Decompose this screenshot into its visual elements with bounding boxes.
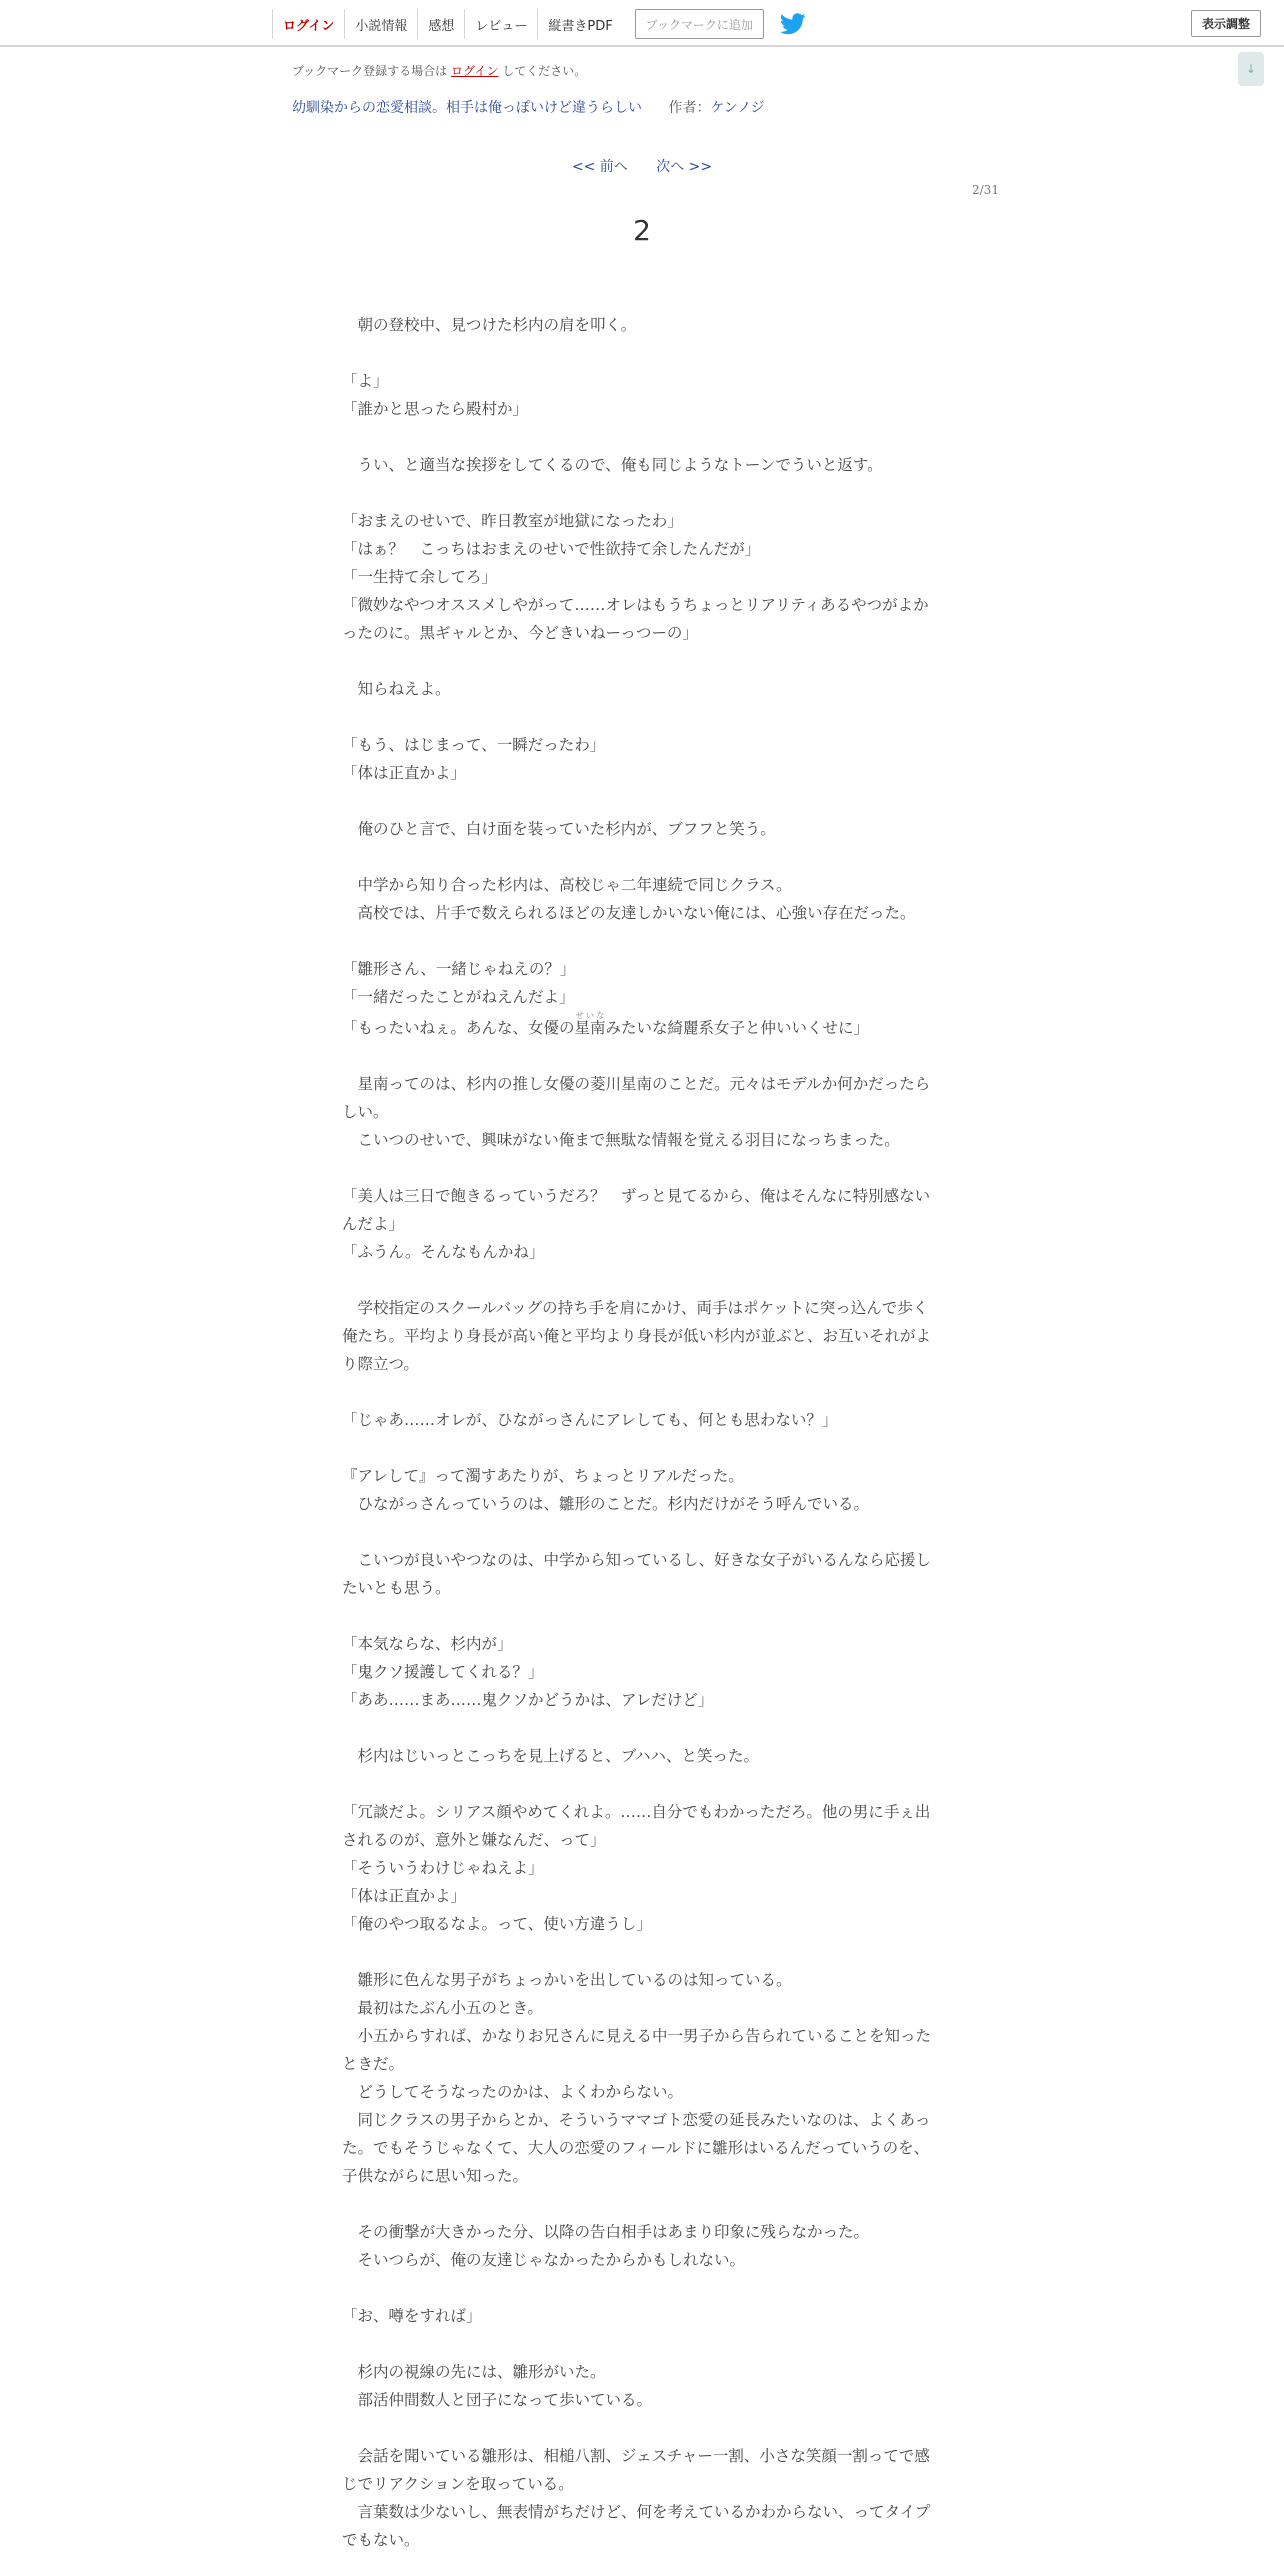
scroll-down-button[interactable]: ↓ xyxy=(1238,52,1264,86)
body-paragraph: 「ふうん。そんなもんかね」 xyxy=(342,1243,545,1261)
blank-line xyxy=(342,843,942,871)
ruby-annotation xyxy=(574,1011,606,1037)
blank-line xyxy=(342,1378,942,1406)
bookmark-note-after: してください。 xyxy=(502,64,587,78)
nav-novel-info-link[interactable]: 小説情報 xyxy=(344,9,417,39)
body-paragraph: どうしてそうなったのかは、よくわからない。 xyxy=(342,2083,684,2101)
body-paragraph: 部活仲間数人と団子になって歩いている。 xyxy=(342,2391,653,2409)
nav-review-link[interactable]: レビュー xyxy=(464,9,537,39)
body-paragraph: 「一生持て余してろ」 xyxy=(342,568,498,586)
blank-line xyxy=(342,1770,942,1798)
body-paragraph: 「冗談だよ。シリアス顔やめてくれよ。……自分でもわかっただろ。他の男に手ぇ出されるのが、意外と嫌なんだ、って」 xyxy=(342,1803,931,1849)
body-paragraph: 「よ」 xyxy=(342,372,389,390)
bookmark-login-note xyxy=(292,62,586,79)
body-paragraph: 言葉数は少ないし、無表情がちだけど、何を考えているかわからない、ってタイプでもない。 xyxy=(342,2503,931,2549)
novel-info xyxy=(292,97,765,117)
body-paragraph: 会話を聞いている雛形は、相槌八割、ジェスチャー一割、小さな笑顔一割ってで感じでリアクションを取っている。 xyxy=(342,2447,930,2493)
blank-line xyxy=(342,423,942,451)
nav-impressions-link[interactable]: 感想 xyxy=(417,9,464,39)
body-paragraph: 杉内の視線の先には、雛形がいた。 xyxy=(342,2363,606,2381)
body-paragraph: 「もう、はじまって、一瞬だったわ」 xyxy=(342,736,606,754)
body-paragraph: 『アレして』って濁すあたりが、ちょっとリアルだった。 xyxy=(342,1467,744,1485)
blank-line xyxy=(342,2274,942,2302)
body-paragraph: 「じゃあ……オレが、ひながっさんにアレしても、何とも思わない？」 xyxy=(342,1411,838,1429)
body-paragraph: こいつが良いやつなのは、中学から知っているし、好きな女子がいるんなら応援したいとも思う。 xyxy=(342,1551,932,1597)
ruby-line-tail: みたいな綺麗系女子と仲いいくせに」 xyxy=(605,1019,870,1037)
body-paragraph: 「俺のやつ取るなよ。って、使い方違うし」 xyxy=(342,1915,652,1933)
prev-chapter-link[interactable]: << 前へ xyxy=(571,159,628,175)
body-paragraph: 中学から知り合った杉内は、高校じゃ二年連続で同じクラス。 xyxy=(342,876,792,894)
body-paragraph: 俺のひと言で、白け面を装っていた杉内が、ブフフと笑う。 xyxy=(342,820,776,838)
chapter-pager xyxy=(0,156,1284,176)
body-paragraph: 杉内はじいっとこっちを見上げると、ブハハ、と笑った。 xyxy=(342,1747,759,1765)
chapter-title: 2 xyxy=(633,214,651,247)
body-paragraph: 「おまえのせいで、昨日教室が地獄になったわ」 xyxy=(342,512,683,530)
body-paragraph: 「美人は三日で飽きるっていうだろ？ ずっと見てるから、俺はそんなに特別感ないんだよ」 xyxy=(342,1187,931,1233)
blank-line xyxy=(342,1602,942,1630)
body-paragraph: 「雛形さん、一緒じゃねえの？」 xyxy=(342,960,576,978)
bookmark-note-before: ブックマーク登録する場合は xyxy=(292,64,448,78)
body-paragraph: 「鬼クソ援護してくれる？」 xyxy=(342,1663,544,1681)
main-nav xyxy=(272,9,806,39)
body-paragraph: 星南ってのは、杉内の推し女優の菱川星南のことだ。元々はモデルか何かだったらしい。 xyxy=(342,1075,931,1121)
body-paragraph xyxy=(342,1011,942,1042)
body-paragraph: 「そういうわけじゃねえよ」 xyxy=(342,1859,544,1877)
blank-line xyxy=(342,1938,942,1966)
body-paragraph: 学校指定のスクールバッグの持ち手を肩にかけ、両手はポケットに突っ込んで歩く俺たち。平均より身長が高い俺と平均より身長が低い杉内が並ぶと、お互いそれがより際立つ。 xyxy=(342,1299,932,1373)
body-paragraph: 「本気ならな、杉内が」 xyxy=(342,1635,513,1653)
display-adjust-button[interactable]: 表示調整 xyxy=(1191,10,1261,37)
blank-line xyxy=(342,1154,942,1182)
blank-line xyxy=(342,1042,942,1070)
blank-line xyxy=(342,927,942,955)
body-paragraph: こいつのせいで、興味がない俺まで無駄な情報を覚える羽目になっちまった。 xyxy=(342,1131,900,1149)
ruby-line-head: 「もったいねぇ。あんな、女優の xyxy=(342,1019,575,1037)
blank-line xyxy=(342,339,942,367)
blank-line xyxy=(342,1714,942,1742)
chapter-body xyxy=(342,311,942,2554)
body-paragraph: 「はぁ？ こっちはおまえのせいで性欲持て余したんだが」 xyxy=(342,540,761,558)
body-paragraph: 小五からすれば、かなりお兄さんに見える中一男子から告られていることを知ったときだ。 xyxy=(342,2027,932,2073)
body-paragraph: ひながっさんっていうのは、雛形のことだ。杉内だけがそう呼んでいる。 xyxy=(342,1495,870,1513)
ruby-text: せいな xyxy=(574,1011,606,1020)
blank-line xyxy=(342,703,942,731)
nav-login-link[interactable]: ログイン xyxy=(272,9,344,39)
body-paragraph: 「ああ……まあ……鬼クソかどうかは、アレだけど」 xyxy=(342,1691,714,1709)
top-navigation-bar xyxy=(0,0,1284,47)
ruby-base: 星南 xyxy=(574,1019,606,1037)
body-paragraph: 雛形に色んな男子がちょっかいを出しているのは知っている。 xyxy=(342,1971,792,1989)
blank-line xyxy=(342,1434,942,1462)
body-paragraph: その衝撃が大きかった分、以降の告白相手はあまり印象に残らなかった。 xyxy=(342,2223,870,2241)
bookmark-note-login-link[interactable]: ログイン xyxy=(451,64,499,78)
body-paragraph: 「体は正直かよ」 xyxy=(342,1887,467,1905)
blank-line xyxy=(342,787,942,815)
nav-vertical-pdf-link[interactable]: 縦書きPDF xyxy=(537,9,622,39)
body-paragraph: 同じクラスの男子からとか、そういうママゴト恋愛の延長みたいなのは、よくあった。でもそうじゃなくて、大人の恋愛のフィールドに雛形はいるんだっていうのを、子供ながらに思い知った。 xyxy=(342,2111,931,2185)
blank-line xyxy=(342,1266,942,1294)
blank-line xyxy=(342,479,942,507)
body-paragraph: 「微妙なやつオススメしやがって……オレはもうちょっとリアリティあるやつがよかったのに。黒ギャルとか、今どきいねーっつーの」 xyxy=(342,596,929,642)
novel-title-link[interactable]: 幼馴染からの恋愛相談。相手は俺っぽいけど違うらしい xyxy=(292,100,642,116)
blank-line xyxy=(342,647,942,675)
body-paragraph: 朝の登校中、見つけた杉内の肩を叩く。 xyxy=(342,316,637,334)
body-paragraph: 最初はたぶん小五のとき。 xyxy=(342,1999,543,2017)
blank-line xyxy=(342,2190,942,2218)
twitter-share-icon[interactable] xyxy=(780,13,806,35)
author-link[interactable]: ケンノジ xyxy=(710,100,765,116)
body-paragraph: 「一緒だったことがねえんだよ」 xyxy=(342,988,575,1006)
blank-line xyxy=(342,2414,942,2442)
body-paragraph: 知らねえよ。 xyxy=(342,680,451,698)
body-paragraph: 「体は正直かよ」 xyxy=(342,764,467,782)
body-paragraph: 高校では、片手で数えられるほどの友達しかいない俺には、心強い存在だった。 xyxy=(342,904,916,922)
body-paragraph: 「お、噂をすれば」 xyxy=(342,2307,482,2325)
next-chapter-link[interactable]: 次へ >> xyxy=(656,159,713,175)
author-label: 作者： xyxy=(668,100,711,116)
body-paragraph: うい、と適当な挨拶をしてくるので、俺も同じようなトーンでういと返す。 xyxy=(342,456,883,474)
body-paragraph: 「誰かと思ったら殿村か」 xyxy=(342,400,529,418)
body-paragraph: そいつらが、俺の友達じゃなかったからかもしれない。 xyxy=(342,2251,746,2269)
page-counter: 2/31 xyxy=(972,183,999,197)
blank-line xyxy=(342,1518,942,1546)
add-bookmark-button[interactable]: ブックマークに追加 xyxy=(635,9,764,39)
blank-line xyxy=(342,2330,942,2358)
